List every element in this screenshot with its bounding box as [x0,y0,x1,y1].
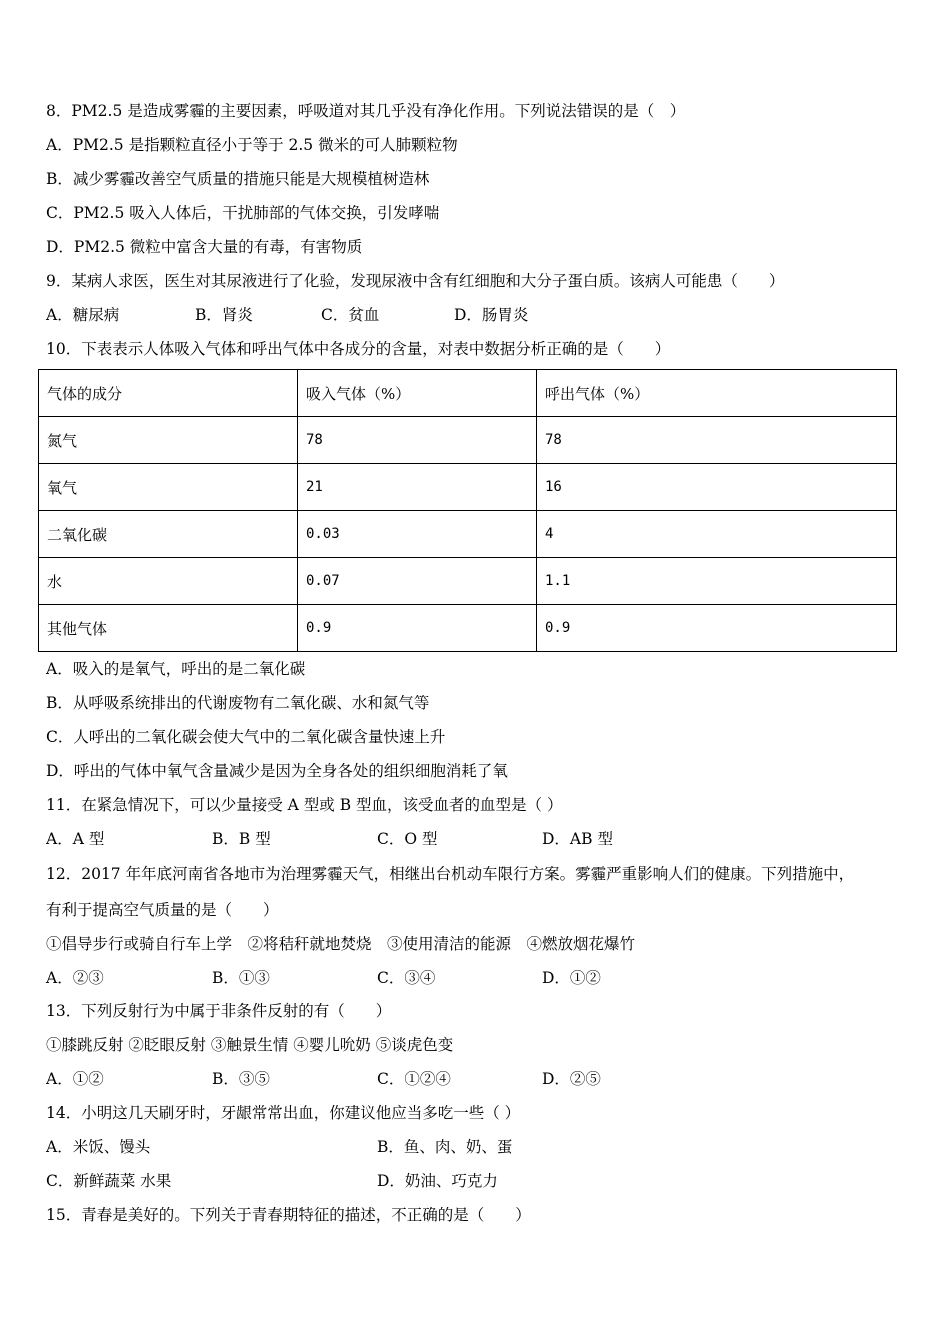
q15-stem: 15．青春是美好的。下列关于青春期特征的描述，不正确的是（ ） [46,1206,531,1224]
q13-items: ①膝跳反射 ②眨眼反射 ③触景生情 ④婴儿吮奶 ⑤谈虎色变 [46,1036,454,1054]
table-row [39,511,897,558]
q13-option-d: D．②⑤ [542,1070,601,1088]
q14-option-d: D．奶油、巧克力 [377,1172,498,1190]
q9-option-b: B．肾炎 [195,306,253,324]
table-header-row [39,370,897,417]
q9-option-c: C．贫血 [321,306,380,324]
q14-option-c: C．新鲜蔬菜 水果 [46,1172,172,1190]
q9-stem: 9．某病人求医，医生对其尿液进行了化验，发现尿液中含有红细胞和大分子蛋白质。该病人可能患（ ） [46,272,785,290]
table-header-cell: 气体的成分 [39,370,298,417]
q8-stem: 8．PM2.5 是造成雾霾的主要因素，呼吸道对其几乎没有净化作用。下列说法错误的是（ ） [46,102,686,120]
q10-stem: 10．下表表示人体吸入气体和呼出气体中各成分的含量，对表中数据分析正确的是（ ） [46,340,671,358]
table-cell: 二氧化碳 [39,511,298,558]
table-cell: 21 [298,464,537,511]
q8-option-b: B．减少雾霾改善空气质量的措施只能是大规模植树造林 [46,170,430,188]
table-row [39,417,897,464]
q8-option-d: D．PM2.5 微粒中富含大量的有毒，有害物质 [46,238,363,256]
q10-option-c: C．人呼出的二氧化碳会使大气中的二氧化碳含量快速上升 [46,728,446,746]
q12-option-b: B．①③ [212,969,270,987]
q12-items: ①倡导步行或骑自行车上学 ②将秸秆就地焚烧 ③使用清洁的能源 ④燃放烟花爆竹 [46,935,636,953]
table-header-cell: 吸入气体（%） [298,370,537,417]
q14-option-b: B．鱼、肉、奶、蛋 [377,1138,513,1156]
table-cell: 78 [537,417,897,464]
table-cell: 16 [537,464,897,511]
table-cell: 0.03 [298,511,537,558]
q14-option-a: A．米饭、馒头 [46,1138,151,1156]
table-row [39,605,897,652]
table-cell: 0.07 [298,558,537,605]
q12-option-a: A．②③ [46,969,104,987]
q11-option-d: D．AB 型 [542,830,613,848]
table-header-cell: 呼出气体（%） [537,370,897,417]
q10-option-d: D．呼出的气体中氧气含量减少是因为全身各处的组织细胞消耗了氧 [46,762,508,780]
table-cell: 0.9 [298,605,537,652]
table-cell: 4 [537,511,897,558]
table-cell: 水 [39,558,298,605]
q11-stem: 11．在紧急情况下，可以少量接受 A 型或 B 型血，该受血者的血型是（ ） [46,796,563,814]
table-row [39,464,897,511]
q11-option-c: C．O 型 [377,830,438,848]
q13-option-a: A．①② [46,1070,104,1088]
q9-option-a: A．糖尿病 [46,306,120,324]
table-cell: 1.1 [537,558,897,605]
gas-composition-table [38,369,897,652]
q13-option-b: B．③⑤ [212,1070,270,1088]
q13-option-c: C．①②④ [377,1070,451,1088]
q10-option-a: A．吸入的是氧气，呼出的是二氧化碳 [46,660,306,678]
table-cell: 0.9 [537,605,897,652]
q12-stem-line-2: 有利于提高空气质量的是（ ） [46,901,279,919]
q12-option-c: C．③④ [377,969,436,987]
q8-option-a: A．PM2.5 是指颗粒直径小于等于 2.5 微米的可人肺颗粒物 [46,136,458,154]
q10-option-b: B．从呼吸系统排出的代谢废物有二氧化碳、水和氮气等 [46,694,430,712]
q12-option-d: D．①② [542,969,601,987]
table-cell: 其他气体 [39,605,298,652]
table-cell: 78 [298,417,537,464]
table-cell: 氧气 [39,464,298,511]
q11-option-b: B．B 型 [212,830,271,848]
table-row [39,558,897,605]
q11-option-a: A．A 型 [46,830,105,848]
q14-stem: 14．小明这几天刷牙时，牙龈常常出血，你建议他应当多吃一些（ ） [46,1104,521,1122]
q13-stem: 13．下列反射行为中属于非条件反射的有（ ） [46,1002,392,1020]
q9-option-d: D．肠胃炎 [454,306,529,324]
q8-option-c: C．PM2.5 吸入人体后，干扰肺部的气体交换，引发哮喘 [46,204,440,222]
table-cell: 氮气 [39,417,298,464]
q12-stem-line-1: 12．2017 年年底河南省各地市为治理雾霾天气，相继出台机动车限行方案。雾霾严重影响人们的健康。下列措施中， [46,865,855,883]
